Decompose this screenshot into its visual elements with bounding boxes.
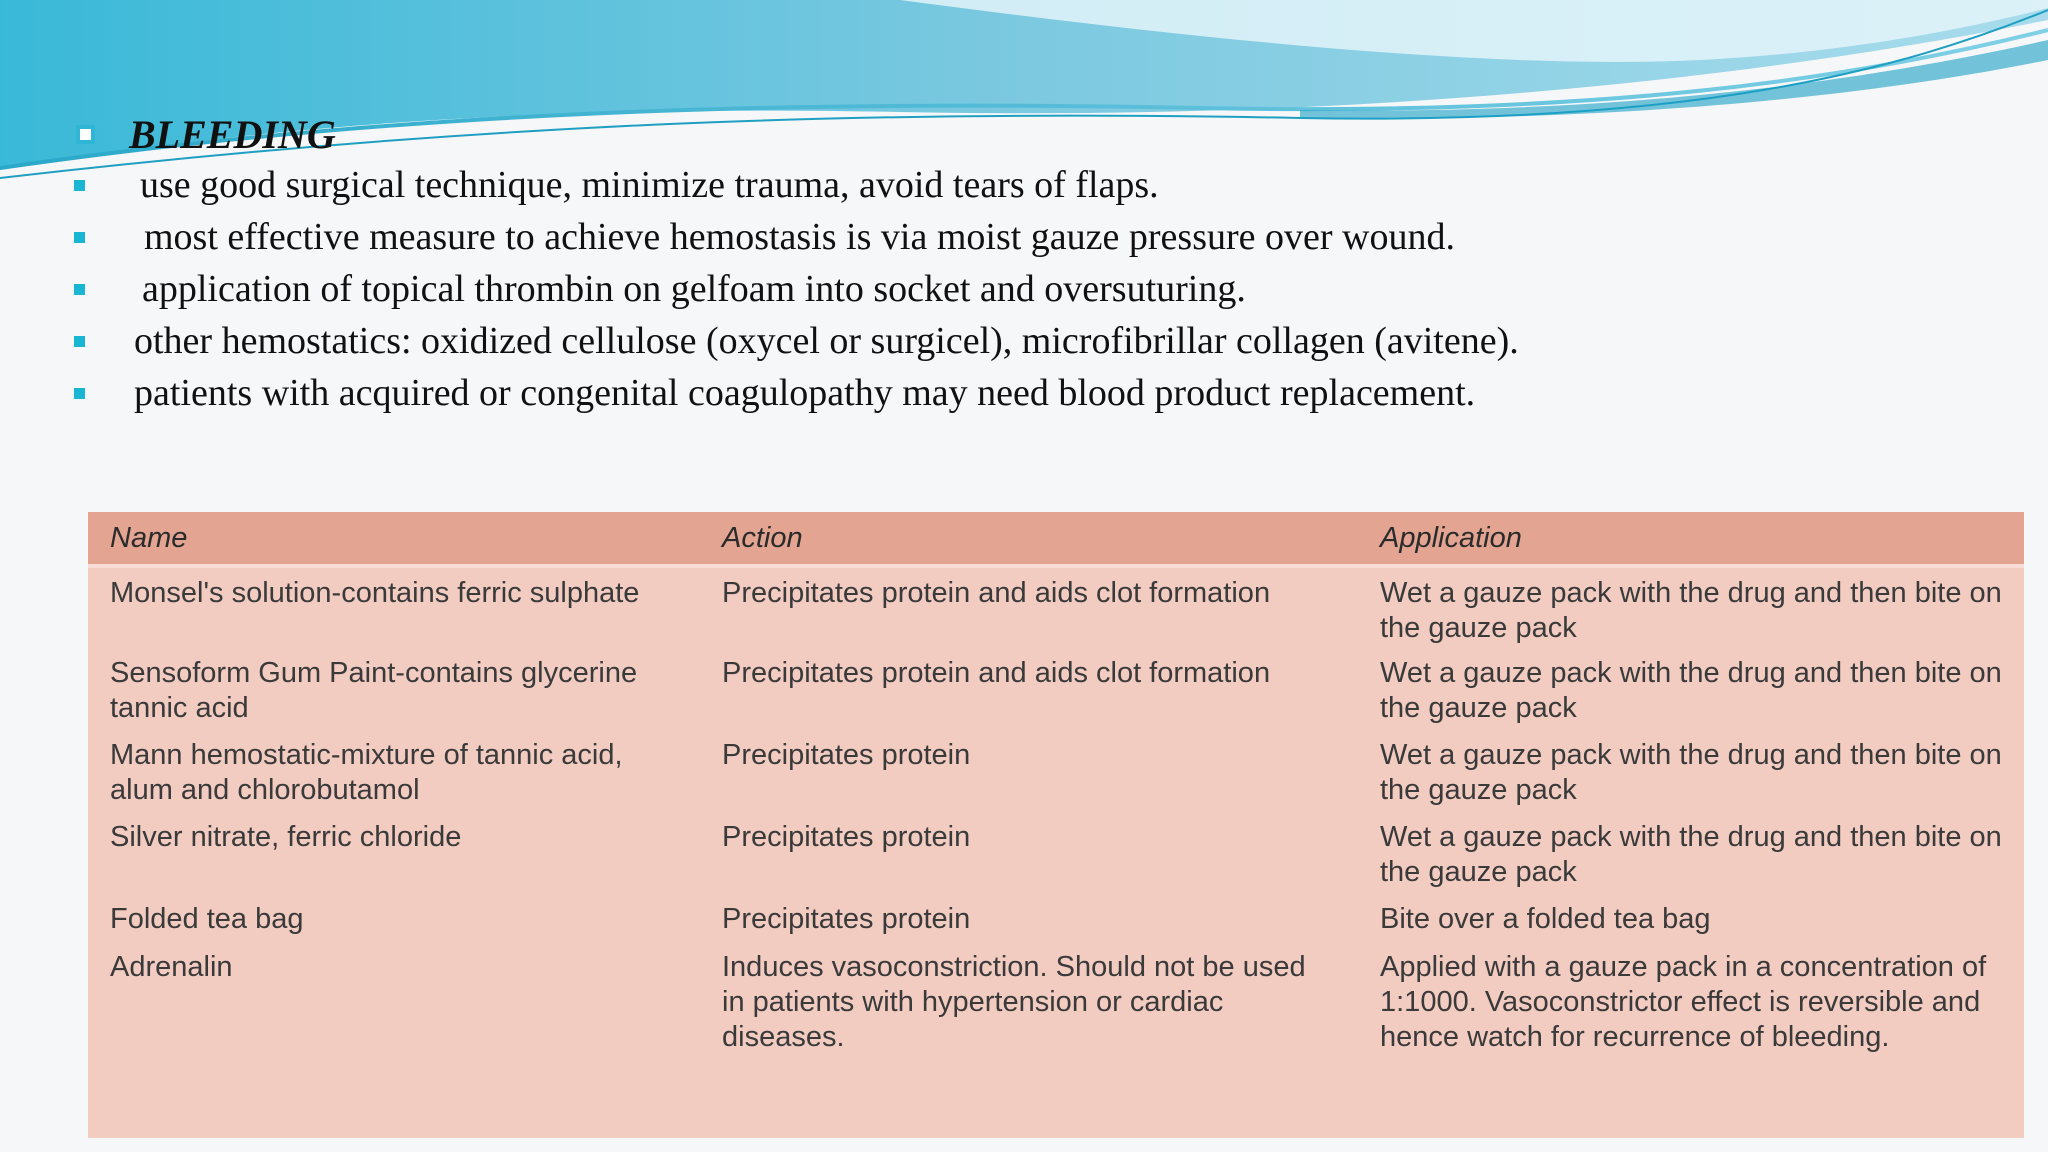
- table-row: [88, 566, 2024, 648]
- bullet-text: most effective measure to achieve hemostasis is via moist gauze pressure over wound.: [144, 216, 1455, 258]
- bullet-text: patients with acquired or congenital coagulopathy may need blood product replacement.: [134, 372, 1476, 414]
- bullet-text: application of topical thrombin on gelfoam into socket and oversuturing.: [142, 268, 1246, 310]
- column-header-action: Action: [700, 512, 1358, 566]
- cell-name: Mann hemostatic-mixture of tannic acid, alum and chlorobutamol: [110, 739, 623, 806]
- cell-name: Adrenalin: [110, 951, 233, 983]
- table-row: [88, 730, 2024, 812]
- cell-action: Precipitates protein: [722, 739, 971, 771]
- bullet-item: [74, 164, 1634, 207]
- bullet-text: other hemostatics: oxidized cellulose (oxycel or surgicel), microfibrillar collagen (avitene).: [134, 320, 1519, 362]
- cell-application: Applied with a gauze pack in a concentration of 1:1000. Vasoconstrictor effect is reversible and hence watch for recurrence of bleeding.: [1380, 951, 1987, 1053]
- square-bullet-icon: [74, 232, 85, 243]
- square-bullet-icon: [74, 284, 85, 295]
- cell-application: Wet a gauze pack with the drug and then bite on the gauze pack: [1380, 577, 2002, 644]
- square-bullet-icon: [74, 180, 85, 191]
- bullet-item: [74, 372, 1634, 415]
- cell-action: Precipitates protein: [722, 821, 971, 853]
- section-heading: [76, 112, 336, 156]
- bullet-text: use good surgical technique, minimize trauma, avoid tears of flaps.: [140, 164, 1159, 206]
- column-header-application: Application: [1358, 512, 2024, 566]
- table-row: [88, 812, 2024, 894]
- cell-name: Silver nitrate, ferric chloride: [110, 821, 462, 853]
- square-bullet-icon: [74, 388, 85, 399]
- bullet-item: [74, 268, 1634, 311]
- cell-action: Precipitates protein and aids clot formation: [722, 577, 1271, 609]
- cell-application: Bite over a folded tea bag: [1380, 903, 1711, 935]
- cell-action: Precipitates protein and aids clot formation: [722, 657, 1271, 689]
- cell-application: Wet a gauze pack with the drug and then bite on the gauze pack: [1380, 739, 2002, 806]
- table-row: [88, 942, 2024, 1055]
- table-header-row: [88, 512, 2024, 566]
- hemostatic-agents-table: [88, 512, 2024, 1138]
- cell-action: Precipitates protein: [722, 903, 971, 935]
- cell-application: Wet a gauze pack with the drug and then bite on the gauze pack: [1380, 657, 2002, 724]
- table-row: [88, 648, 2024, 730]
- cell-action: Induces vasoconstriction. Should not be used in patients with hypertension or cardiac diseases.: [722, 951, 1306, 1053]
- cell-name: Monsel's solution-contains ferric sulphate: [110, 577, 640, 609]
- cell-name: Folded tea bag: [110, 903, 304, 935]
- bullet-item: [74, 216, 1634, 259]
- table-row: [88, 894, 2024, 942]
- checkbox-bullet-icon: [76, 125, 95, 144]
- square-bullet-icon: [74, 336, 85, 347]
- column-header-name: Name: [88, 512, 700, 566]
- cell-application: Wet a gauze pack with the drug and then bite on the gauze pack: [1380, 821, 2002, 888]
- bullet-list: [74, 164, 1634, 415]
- cell-name: Sensoform Gum Paint-contains glycerine tannic acid: [110, 657, 638, 724]
- bullet-item: [74, 320, 1634, 363]
- section-title: BLEEDING: [129, 111, 336, 157]
